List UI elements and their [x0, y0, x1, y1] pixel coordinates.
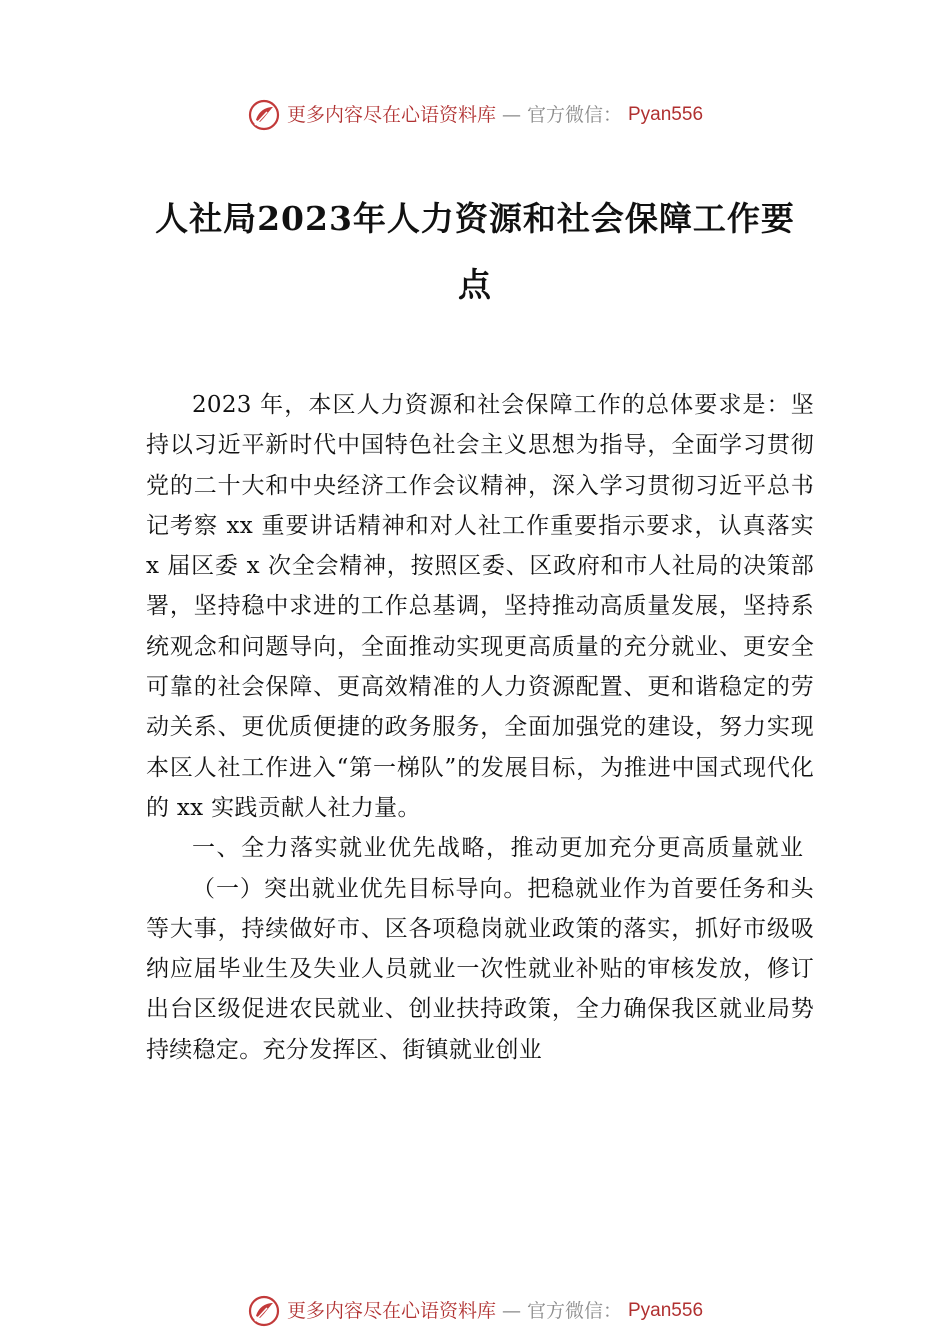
watermark-separator: — — [501, 104, 521, 126]
watermark-banner-bottom — [0, 1294, 950, 1328]
document-title: 人社局2023年人力资源和社会保障工作要点 — [155, 199, 795, 304]
watermark-wechat-label: 官方微信： — [526, 1300, 622, 1322]
watermark-wechat-id: Pyan556 — [628, 104, 704, 125]
document-body — [146, 385, 814, 1070]
watermark-separator: — — [501, 1300, 521, 1322]
subsection-paragraph: （一）突出就业优先目标导向。把稳就业作为首要任务和头等大事，持续做好市、区各项稳岗就业政策的落实，抓好市级吸纳应届毕业生及失业人员就业一次性就业补贴的审核发放，修订出台区级促进农民就业、创业扶持政策，全力确保我区就业局势持续稳定。充分发挥区、街镇就业创业 — [146, 875, 814, 1063]
section-heading: 一、全力落实就业优先战略，推动更加充分更高质量就业 — [192, 835, 805, 862]
logo-icon — [247, 1294, 281, 1328]
watermark-banner-top — [0, 98, 950, 132]
watermark-wechat-label: 官方微信： — [526, 104, 622, 126]
watermark-promo-text: 更多内容尽在心语资料库 — [286, 104, 496, 126]
watermark-wechat-id: Pyan556 — [628, 1300, 704, 1321]
watermark-promo-text: 更多内容尽在心语资料库 — [286, 1300, 496, 1322]
intro-paragraph: 2023 年，本区人力资源和社会保障工作的总体要求是：坚持以习近平新时代中国特色社会主义思想为指导，全面学习贯彻党的二十大和中央经济工作会议精神，深入学习贯彻习近平总书记考察 xx 重要讲话精神和对人社工作重要指示要求，认真落实 x 届区委 x 次全会精神，按照区委、区政府和市人社局的决策部署，坚持稳中求进的工作总基调，坚持推动高质量发展，坚持系统观念和问题导向，全面推动实现更高质量的充分就业、更安全可靠的社会保障、更高效精准的人力资源配置、更和谐稳定的劳动关系、更优质便捷的政务服务，全面加强党的建设，努力实现本区人社工作进入“第一梯队”的发展目标，为推进中国式现代化的 xx 实践贡献人社力量。 — [146, 392, 814, 821]
logo-icon — [247, 98, 281, 132]
